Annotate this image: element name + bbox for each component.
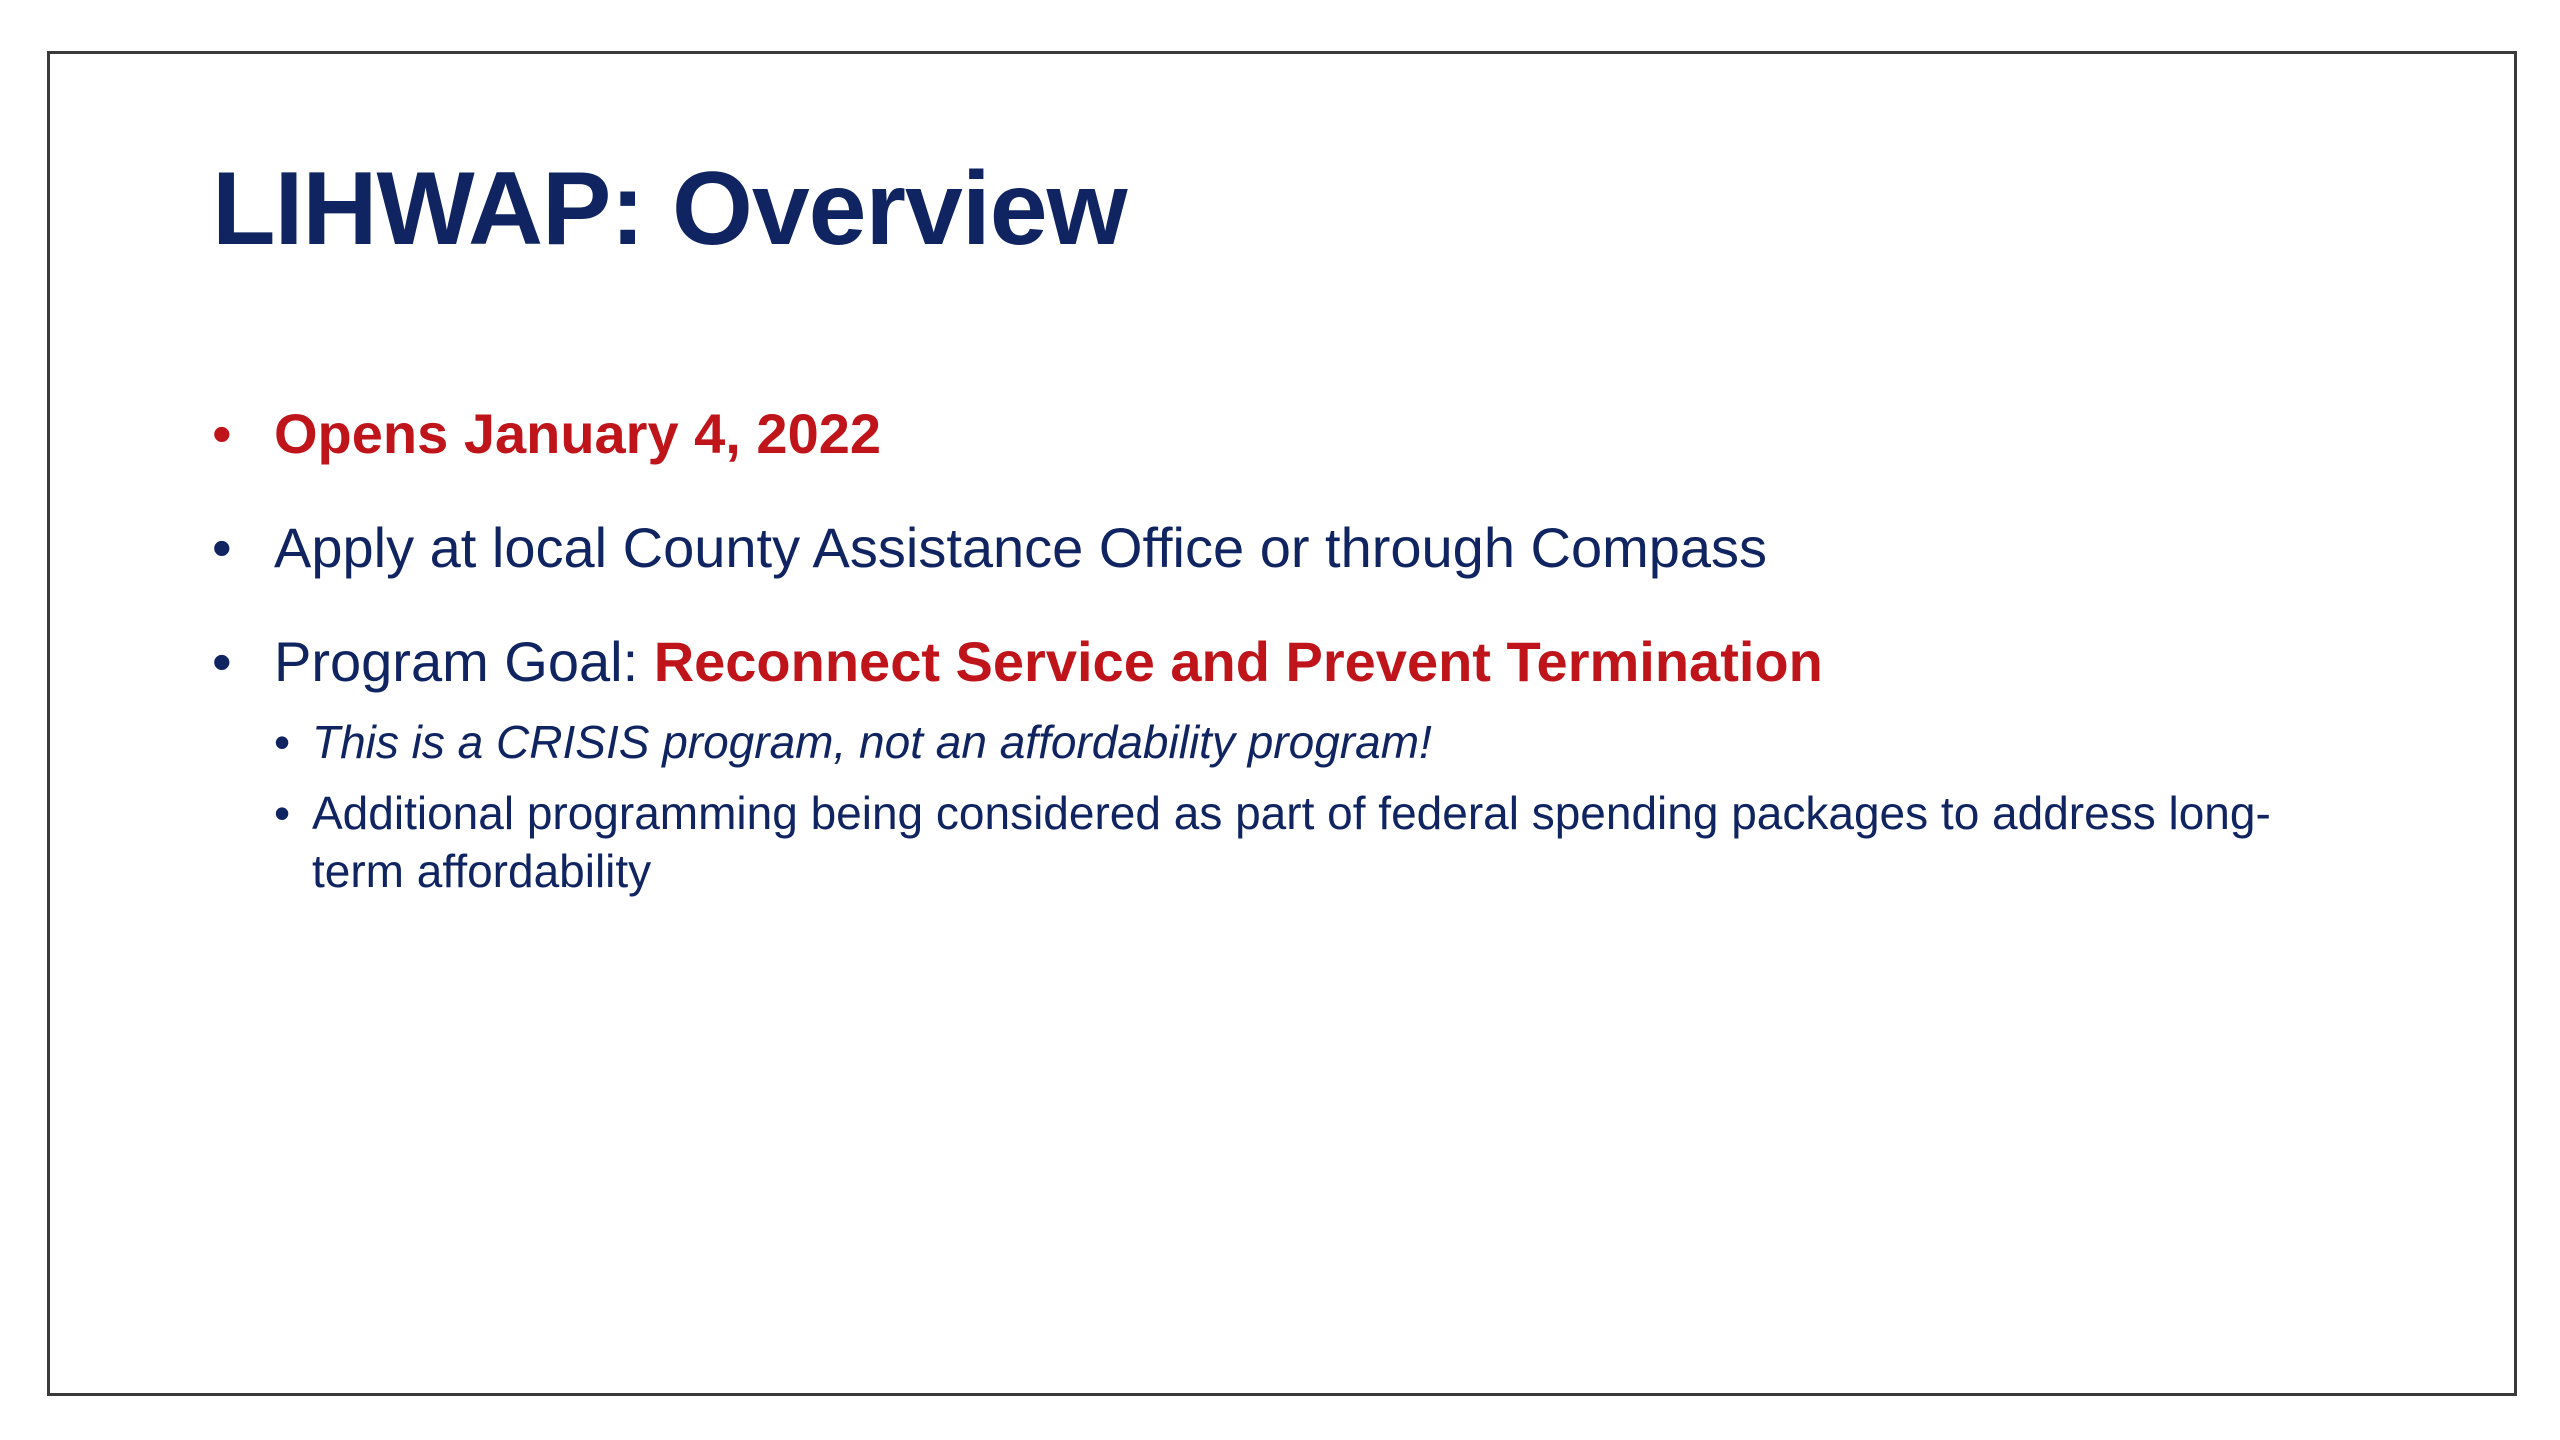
bullet-program-goal	[212, 628, 2362, 900]
bullet-highlight: Reconnect Service and Prevent Termination	[653, 630, 1823, 694]
sub-bullet-text: Additional programming being considered as part of federal spending packages to address long-term affordability	[312, 787, 2271, 897]
bullet-text: Opens January 4, 2022	[274, 402, 882, 465]
sub-bullet-marker: •	[274, 787, 291, 840]
sub-bullet-crisis-note	[274, 714, 2362, 772]
bullet-marker: •	[212, 516, 232, 580]
bullet-marker: •	[212, 630, 232, 694]
sub-bullet-list	[274, 714, 2362, 901]
slide-title: LIHWAP: Overview	[212, 151, 1127, 267]
sub-bullet-marker: •	[274, 715, 291, 768]
bullet-prefix: Program Goal:	[274, 630, 654, 694]
bullet-marker: •	[212, 402, 232, 465]
sub-bullet-additional-programming	[274, 785, 2362, 900]
bullet-apply-location	[212, 514, 2362, 581]
bullet-text: Apply at local County Assistance Office or through Compass	[274, 516, 1768, 580]
bullet-opens-date	[212, 400, 2362, 467]
bullet-list	[212, 400, 2362, 914]
sub-bullet-text: This is a CRISIS program, not an affordability program!	[312, 715, 1432, 768]
